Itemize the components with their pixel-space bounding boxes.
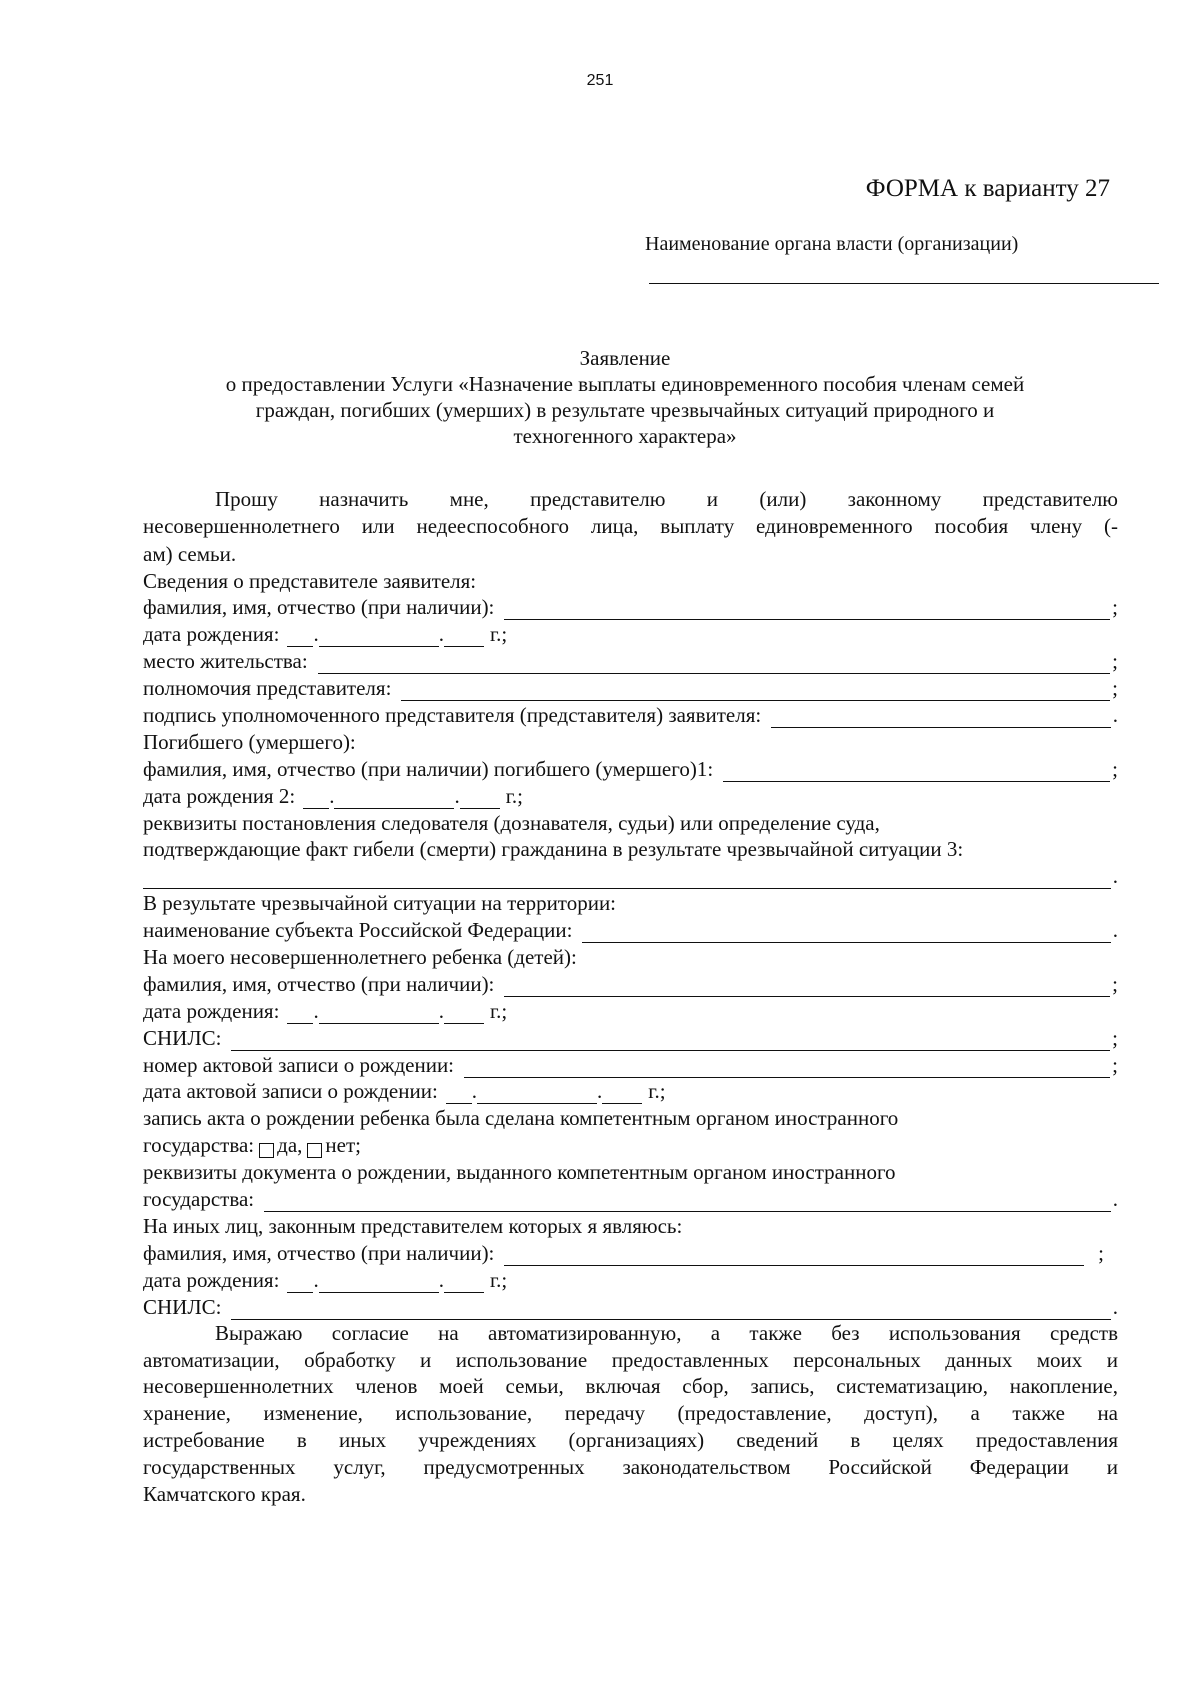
- others-heading: На иных лиц, законным представителем которых я являюсь:: [143, 1213, 683, 1238]
- rep-signature-row: [143, 701, 1118, 728]
- deceased-birth-day-field[interactable]: [303, 789, 329, 809]
- foreign-record-label: государства:: [143, 1133, 255, 1158]
- child-snils-row: [143, 1024, 1118, 1051]
- request-line-3: ам) семьи.: [143, 541, 237, 566]
- deceased-name-row: [143, 755, 1118, 782]
- application-title: [130, 345, 1120, 449]
- punct: .: [1112, 1294, 1118, 1319]
- punct: ;: [1112, 676, 1118, 701]
- rep-residence-row: [143, 647, 1118, 674]
- punct: .: [1112, 703, 1118, 728]
- deceased-details-field[interactable]: [143, 869, 1111, 889]
- child-heading: На моего несовершеннолетнего ребенка (детей):: [143, 945, 577, 970]
- punct: ;: [1112, 1052, 1118, 1077]
- punct: ;: [1098, 1240, 1104, 1265]
- rep-authority-field[interactable]: [401, 681, 1110, 701]
- foreign-doc-line-1: реквизиты документа о рождении, выданного компетентным органом иностранного: [143, 1160, 896, 1185]
- deceased-name-field[interactable]: [723, 762, 1110, 782]
- consent-line-4: хранение, изменение, использование, передачу (предоставление, доступ), а также на: [143, 1401, 1118, 1426]
- child-birth-year-field[interactable]: [444, 1004, 484, 1024]
- record-day-field[interactable]: [446, 1084, 472, 1104]
- punct: .: [438, 998, 444, 1023]
- punct: ;: [1112, 971, 1118, 996]
- foreign-record-line-1: запись акта о рождении ребенка была сделана компетентным органом иностранного: [143, 1106, 899, 1131]
- others-name-field[interactable]: [504, 1246, 1084, 1266]
- rep-name-label: фамилия, имя, отчество (при наличии):: [143, 595, 495, 620]
- request-line-1: Прошу назначить мне, представителю и (или) законному представителю: [215, 487, 1118, 511]
- others-snils-field[interactable]: [231, 1300, 1110, 1320]
- punct: ;: [1112, 1025, 1118, 1050]
- consent-line-2: автоматизации, обработку и использование предоставленных персональных данных моих и: [143, 1347, 1118, 1372]
- punct: .: [1112, 1187, 1118, 1212]
- foreign-doc-field[interactable]: [264, 1192, 1111, 1212]
- rep-residence-label: место жительства:: [143, 649, 308, 674]
- deceased-birth-year-field[interactable]: [460, 789, 500, 809]
- rep-name-field[interactable]: [504, 600, 1110, 620]
- page-number: 251: [586, 72, 614, 89]
- territory-subject-field[interactable]: [582, 923, 1110, 943]
- form-body: [143, 486, 1118, 1508]
- others-name-label: фамилия, имя, отчество (при наличии):: [143, 1240, 495, 1265]
- punct: .: [1112, 918, 1118, 943]
- deceased-details-row: [143, 862, 1118, 889]
- consent-line-6: государственных услуг, предусмотренных законодательством Российской Федерации и: [143, 1455, 1118, 1480]
- child-birth-row: [143, 997, 1118, 1024]
- deceased-birth-label: дата рождения 2:: [143, 783, 296, 808]
- rep-birth-year-field[interactable]: [444, 627, 484, 647]
- others-name-row: [143, 1239, 1118, 1266]
- rep-birth-day-field[interactable]: [287, 627, 313, 647]
- authority-fill-line[interactable]: [649, 283, 1159, 284]
- record-month-field[interactable]: [477, 1084, 597, 1104]
- punct: .: [454, 783, 460, 808]
- rep-birth-month-field[interactable]: [319, 627, 439, 647]
- others-snils-label: СНИЛС:: [143, 1294, 222, 1319]
- request-line-2: несовершеннолетнего или недееспособного лица, выплату единовременного пособия члену (-: [143, 513, 1118, 538]
- consent-paragraph: [143, 1320, 1118, 1508]
- rep-signature-label: подпись уполномоченного представителя (представителя) заявителя:: [143, 703, 762, 728]
- title-line-3: граждан, погибших (умерших) в результате чрезвычайных ситуаций природного и: [255, 398, 995, 422]
- others-birth-year-field[interactable]: [444, 1273, 484, 1293]
- rep-authority-row: [143, 674, 1118, 701]
- child-record-number-label: номер актовой записи о рождении:: [143, 1052, 455, 1077]
- deceased-details-line-2: подтверждающие факт гибели (смерти) гражданина в результате чрезвычайной ситуации 3:: [143, 837, 964, 862]
- no-checkbox[interactable]: [307, 1143, 322, 1158]
- punct: .: [1112, 864, 1118, 889]
- child-snils-label: СНИЛС:: [143, 1025, 222, 1050]
- rep-signature-field[interactable]: [771, 708, 1111, 728]
- rep-residence-field[interactable]: [318, 654, 1110, 674]
- punct: .: [471, 1079, 478, 1104]
- punct: г.;: [489, 1267, 508, 1292]
- punct: г.;: [489, 622, 508, 647]
- consent-line-1: Выражаю согласие на автоматизированную, а также без использования средств: [215, 1320, 1118, 1345]
- child-record-number-row: [143, 1051, 1118, 1078]
- foreign-record-row: [143, 1131, 1118, 1158]
- punct: г.;: [505, 783, 524, 808]
- rep-birth-row: [143, 620, 1118, 647]
- child-name-row: [143, 970, 1118, 997]
- punct: г.;: [489, 998, 508, 1023]
- territory-heading: В результате чрезвычайной ситуации на территории:: [143, 891, 617, 916]
- record-year-field[interactable]: [602, 1084, 642, 1104]
- child-birth-month-field[interactable]: [319, 1004, 439, 1024]
- child-birth-day-field[interactable]: [287, 1004, 313, 1024]
- punct: г.;: [648, 1079, 666, 1104]
- punct: .: [313, 998, 319, 1023]
- child-record-date-label: дата актовой записи о рождении:: [143, 1079, 438, 1104]
- consent-line-7: Камчатского края.: [143, 1481, 306, 1506]
- child-name-label: фамилия, имя, отчество (при наличии):: [143, 971, 495, 996]
- punct: .: [438, 1267, 444, 1292]
- deceased-birth-row: [143, 782, 1118, 809]
- deceased-heading: Погибшего (умершего):: [143, 729, 356, 754]
- punct: ;: [1112, 595, 1118, 620]
- child-name-field[interactable]: [504, 977, 1110, 997]
- deceased-birth-month-field[interactable]: [334, 789, 454, 809]
- deceased-name-label: фамилия, имя, отчество (при наличии) погибшего (умершего)1:: [143, 756, 714, 781]
- rep-name-row: [143, 594, 1118, 621]
- punct: .: [438, 622, 444, 647]
- rep-birth-label: дата рождения:: [143, 622, 280, 647]
- representative-heading: Сведения о представителе заявителя:: [143, 568, 477, 593]
- others-birth-month-field[interactable]: [319, 1273, 439, 1293]
- others-snils-row: [143, 1293, 1118, 1320]
- title-line-1: Заявление: [579, 346, 671, 370]
- no-label: нет;: [325, 1133, 361, 1158]
- yes-label: да,: [277, 1133, 303, 1158]
- consent-line-5: истребование в иных учреждениях (организациях) сведений в целях предоставления: [143, 1428, 1118, 1453]
- punct: .: [313, 1267, 319, 1292]
- yes-checkbox[interactable]: [259, 1143, 274, 1158]
- child-record-date-row: [143, 1078, 1118, 1105]
- others-birth-day-field[interactable]: [287, 1273, 313, 1293]
- punct: .: [597, 1079, 603, 1104]
- consent-line-3: несовершеннолетних членов моей семьи, включая сбор, запись, систематизацию, накопление,: [143, 1374, 1118, 1399]
- punct: .: [313, 622, 319, 647]
- punct: ;: [1112, 649, 1118, 674]
- foreign-doc-label: государства:: [143, 1187, 255, 1212]
- rep-authority-label: полномочия представителя:: [143, 676, 392, 701]
- territory-subject-row: [143, 916, 1118, 943]
- child-birth-label: дата рождения:: [143, 998, 280, 1023]
- territory-subject-label: наименование субъекта Российской Федерации:: [143, 918, 573, 943]
- child-snils-field[interactable]: [231, 1031, 1110, 1051]
- title-line-4: техногенного характера»: [513, 424, 737, 448]
- punct: ;: [1112, 756, 1118, 781]
- punct: .: [329, 783, 335, 808]
- foreign-doc-row: [143, 1185, 1118, 1212]
- deceased-details-line-1: реквизиты постановления следователя (дознавателя, судьи) или определение суда,: [143, 810, 880, 835]
- form-reference: ФОРМА к варианту 27: [865, 175, 1110, 202]
- others-birth-row: [143, 1266, 1118, 1293]
- title-line-2: о предоставлении Услуги «Назначение выплаты единовременного пособия членам семей: [225, 372, 1025, 396]
- others-birth-label: дата рождения:: [143, 1267, 280, 1292]
- authority-label: Наименование органа власти (организации): [645, 233, 1019, 255]
- child-record-number-field[interactable]: [464, 1058, 1110, 1078]
